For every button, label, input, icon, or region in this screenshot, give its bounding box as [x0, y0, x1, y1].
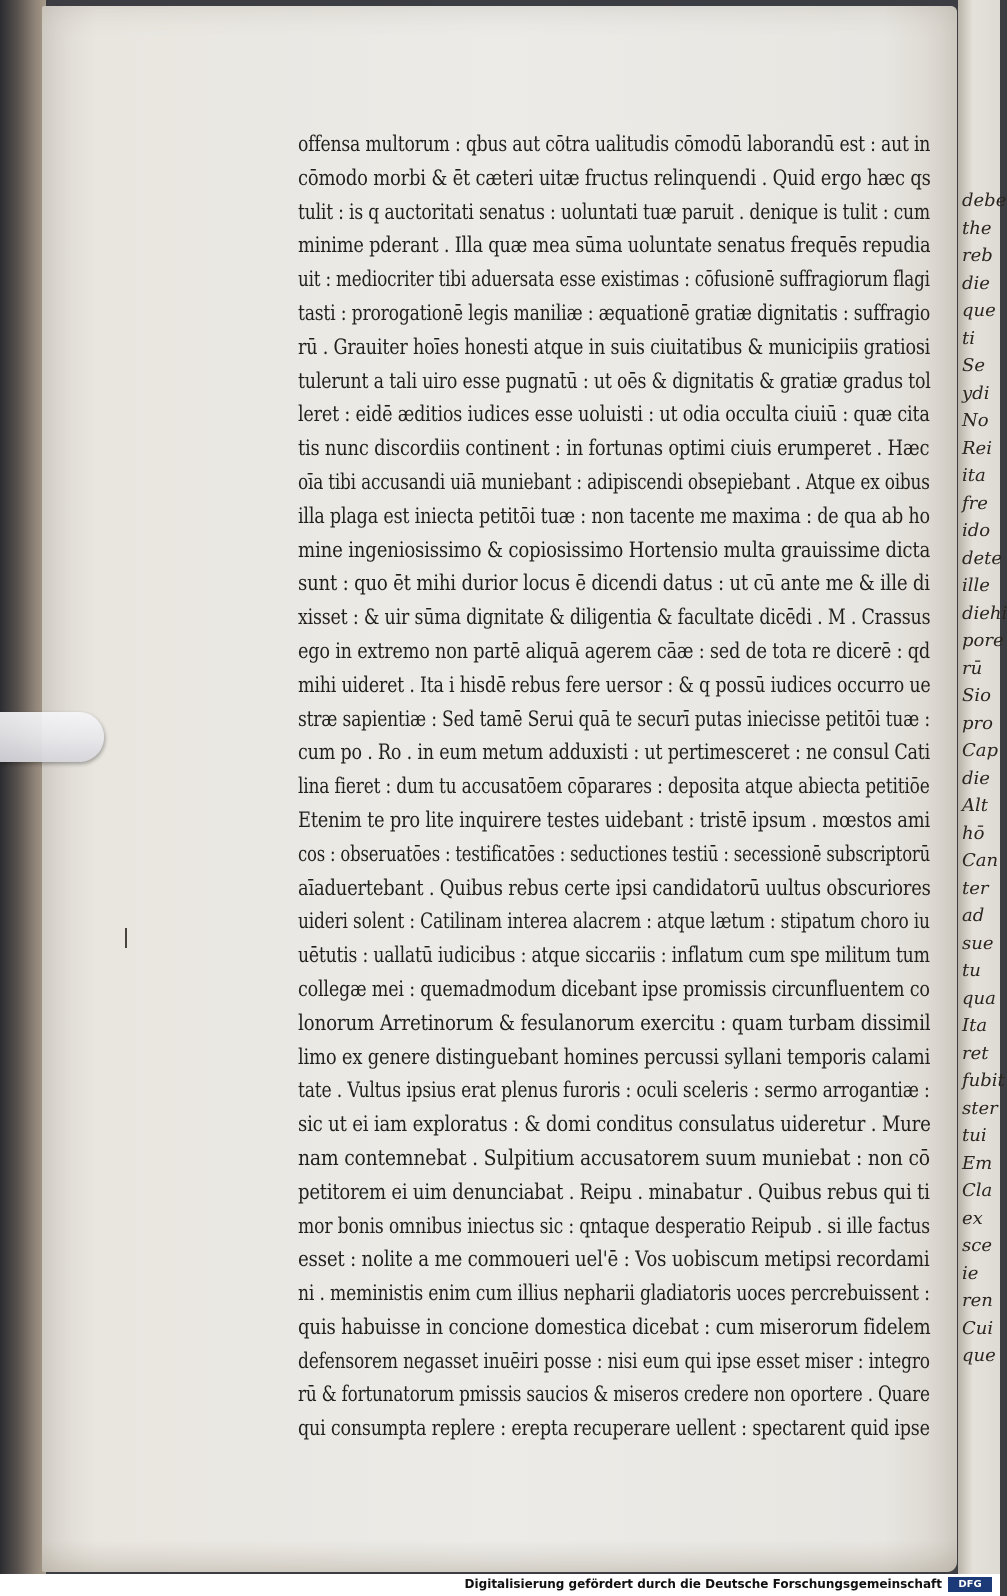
text-line: aīaduertebant . Quibus rebus certe ipsi candidatorū uultus obscuriores	[298, 875, 931, 901]
text-line: uit : mediocriter tibi aduersata esse existimas : cōfusionē suffragiorum flagi	[298, 267, 930, 293]
book-spine-left	[0, 0, 46, 1574]
adjacent-page-fragment: ie	[962, 1262, 979, 1284]
text-line: tis nunc discordiis continent : in fortunas optimi ciuis erumperet . Hæc	[298, 436, 930, 462]
adjacent-page-fragment: ad	[962, 905, 985, 926]
adjacent-page-fragment: diehi	[962, 602, 1007, 624]
text-line: ni . meministis enim cum illius nepharii gladiatoris uoces percrebuissent :	[298, 1281, 930, 1307]
adjacent-page-fragment: Cui	[962, 1317, 994, 1339]
adjacent-page-fragment: debe	[962, 190, 1007, 211]
text-line: tulerunt a tali uiro esse pugnatū : ut oēs & dignitatis & gratiæ gradus tol	[298, 368, 931, 394]
text-line: illa plaga est iniecta petitōi tuæ : non tacente me maxima : de qua ab ho	[298, 503, 930, 529]
adjacent-page-fragment: die	[962, 767, 990, 789]
adjacent-page-fragment: pore	[962, 630, 1004, 651]
text-line: cum po . Ro . in eum metum adduxisti : ut pertimesceret : ne consul Cati	[298, 740, 931, 766]
text-line: mor bonis omnibus iniectus sic : qntaque desperatio Reipub . si ille factus	[298, 1213, 930, 1239]
text-line: Etenim te pro lite inquirere testes uidebant : tristē ipsum . mœstos ami	[298, 807, 930, 833]
adjacent-page-fragment: ter	[962, 877, 989, 899]
adjacent-page-fragment: Sio	[962, 685, 991, 706]
text-line: leret : eidē æditios iudices esse uoluisti : ut odia occulta ciuiū : quæ cita	[298, 402, 930, 428]
text-line: ego in extremo non partē aliquā agerem cāæ : sed de tota re dicerē : qd	[298, 638, 930, 664]
adjacent-page-fragment: Em	[962, 1152, 993, 1174]
adjacent-page-fragment: ret	[962, 1042, 989, 1064]
adjacent-page-fragment: ille	[962, 575, 990, 596]
adjacent-page-fragment: Rei	[962, 437, 992, 459]
adjacent-page-fragment: the	[962, 217, 992, 239]
adjacent-page-fragment: Ita	[962, 1015, 988, 1036]
adjacent-page-fragment: rū	[962, 657, 983, 679]
adjacent-page-fragment: ren	[962, 1290, 993, 1311]
adjacent-page-fragment: Can	[962, 850, 999, 871]
adjacent-page-fragment: ti	[962, 327, 975, 349]
adjacent-page-fragment: sue	[962, 932, 994, 954]
text-line: limo ex genere distinguebant homines percussi syllani temporis calami	[298, 1044, 931, 1070]
text-line: rū . Grauiter hoīes honesti atque in suis ciuitatibus & municipiis gratiosi	[298, 334, 931, 360]
margin-ink-mark	[125, 928, 127, 948]
adjacent-page-fragment: ydi	[962, 382, 990, 404]
dfg-logo: DFG	[948, 1577, 992, 1592]
footer-bar	[0, 1574, 1000, 1596]
text-line: tulit : is q auctoritati senatus : uoluntati tuæ paruit . denique is tulit : cum	[298, 199, 931, 225]
text-line: petitorem ei uim denunciabat . Reipu . minabatur . Quibus rebus qui ti	[298, 1179, 930, 1205]
adjacent-page-fragment: Cap	[962, 740, 999, 761]
text-line: defensorem negasset inuēiri posse : nisi eum qui ipse esset miser : integro	[298, 1348, 930, 1374]
text-line: mihi uideret . Ita i hisdē rebus fere uersor : & q possū iudices occurro ue	[298, 672, 931, 698]
adjacent-page-fragment: reb	[962, 245, 993, 266]
adjacent-page-fragment: die	[962, 272, 990, 294]
adjacent-page-fragment: tui	[962, 1125, 987, 1146]
text-line: uideri solent : Catilinam interea alacrem : atque lætum : stipatum choro iu	[298, 909, 930, 935]
adjacent-page-fragment: tu	[962, 960, 981, 981]
text-line: rū & fortunatorum pmissis saucios & miseros credere non oportere . Quare	[298, 1382, 930, 1408]
adjacent-page-fragment: que	[962, 300, 996, 321]
adjacent-page-fragment: Cla	[962, 1180, 993, 1201]
text-line: oīa tibi accusandi uiā muniebant : adipiscendi obsepiebant . Atque ex oibus	[298, 469, 930, 495]
text-line: minime pderant . Illa quæ mea sūma uoluntate senatus frequēs repudia	[298, 233, 931, 259]
text-line: lonorum Arretinorum & fesulanorum exercitu : quam turbam dissimil	[298, 1010, 931, 1036]
adjacent-page-fragment: ita	[962, 465, 986, 486]
adjacent-page-fragment: qua	[962, 987, 996, 1009]
adjacent-page-fragment: ex	[962, 1207, 983, 1229]
text-line: quis habuisse in concione domestica dicebat : cum miserorum fidelem	[298, 1314, 931, 1340]
adjacent-page-fragment: fubit	[962, 1070, 1005, 1091]
adjacent-page-fragment: que	[962, 1345, 996, 1366]
adjacent-page-fragment: sce	[962, 1235, 992, 1256]
text-line: offensa multorum : qbus aut cōtra ualitudis cōmodū laborandū est : aut in	[298, 132, 931, 157]
text-line: qui consumpta replere : erepta recuperare uellent : spectarent quid ipse	[298, 1416, 930, 1442]
adjacent-page-fragment: Se	[962, 355, 985, 376]
text-line: tasti : prorogationē legis maniliæ : æquationē gratiæ dignitatis : suffragio	[298, 300, 931, 326]
text-line: tate . Vultus ipsius erat plenus furoris : oculi sceleris : sermo arrogantiæ :	[298, 1078, 930, 1104]
adjacent-page-fragment: Alt	[962, 795, 988, 816]
text-line: sunt : quo ēt mihi durior locus ē dicendi datus : ut cū ante me & ille di	[298, 571, 930, 597]
adjacent-page-fragment: hō	[962, 822, 985, 844]
text-line: nam contemnebat . Sulpitium accusatorem suum muniebat : non cō	[298, 1145, 930, 1171]
text-line: esset : nolite a me commoueri uel'ē : Vos uobiscum metipsi recordami	[298, 1247, 930, 1273]
text-line: collegæ mei : quemadmodum dicebant ipse promissis circunfluentem co	[298, 976, 930, 1002]
adjacent-page-fragment: fre	[962, 492, 988, 514]
text-line: sic ut ei iam exploratus : & domi conditus consulatus uideretur . Mure	[298, 1112, 931, 1138]
adjacent-page-edge	[958, 0, 1007, 1574]
bookmark-tab	[0, 712, 104, 762]
footer-credit: Digitalisierung gefördert durch die Deutsche Forschungsgemeinschaft	[464, 1577, 942, 1591]
adjacent-page-fragment: pro	[962, 712, 993, 734]
text-line: uētutis : uallatū iudicibus : atque siccariis : inflatum cum spe militum tum	[298, 943, 930, 969]
adjacent-page-fragment: dete	[962, 547, 1003, 569]
adjacent-page-fragment: No	[962, 410, 989, 431]
text-line: mine ingeniosissimo & copiosissimo Hortensio multa grauissime dicta	[298, 537, 931, 563]
page-bottom-edge	[42, 1540, 957, 1572]
adjacent-page-fragment: ido	[962, 520, 991, 541]
text-line: cōmodo morbi & ēt cæteri uitæ fructus relinquendi . Quid ergo hæc qs	[298, 165, 931, 191]
text-line: stræ sapientiæ : Sed tamē Serui quā te securī putas iniecisse petitōi tuæ :	[298, 706, 930, 732]
text-line: lina fieret : dum tu accusatōem cōparares : deposita atque abiecta petitiōe	[298, 774, 930, 800]
page-text-block	[298, 128, 938, 1446]
adjacent-page-fragment: ster	[962, 1097, 998, 1119]
text-line: cos : obseruatōes : testificatōes : seductiones testiū : secessionē subscriptorū	[298, 841, 931, 867]
text-line: xisset : & uir sūma dignitate & diligentia & facultate dicēdi . M . Crassus	[298, 605, 931, 631]
